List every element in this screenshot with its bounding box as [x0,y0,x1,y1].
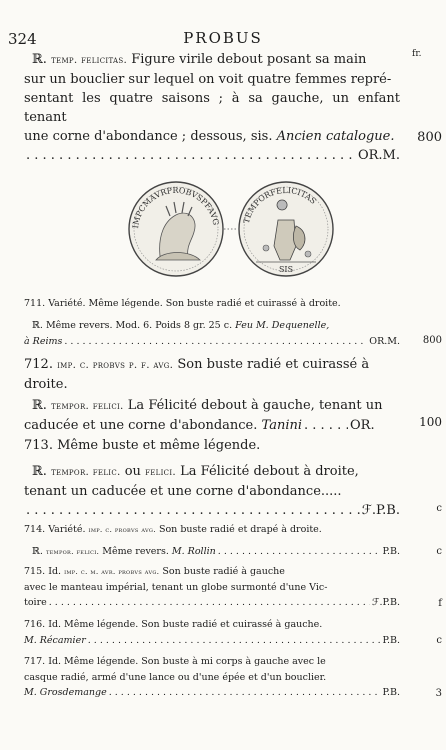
rarity-value: 3 [435,688,442,699]
description: avec le manteau impérial, tenant un globe surmonté d'une Vic- [24,581,328,593]
rarity-value: 800 [417,130,442,145]
description: Son buste radié et drapé à droite. [158,524,322,535]
entry-711-reverse [24,318,400,349]
legend: tempor. felici. [51,400,124,412]
description: casque radié, armé d'une lance ou d'une épée et d'un bouclier. [24,671,327,683]
coin-illustration [120,176,340,282]
legend-variant: felici. [145,466,176,478]
entry-713-reverse [24,462,400,520]
reference: Tanini [261,418,303,433]
description: tenant un caducée et une corne d'abondance..... [24,484,342,499]
legend: imp. c. probvs p. f. avg. [57,359,174,371]
reference-place: à Reims [24,335,63,347]
legend: tempor. felic. [51,466,121,478]
entry-714 [24,522,400,538]
description: La Félicité debout à gauche, tenant un [127,398,383,413]
source: ℱ.P.B. [372,597,400,608]
entry-714-reverse [24,544,400,560]
entry-number: 713. [24,438,53,453]
page-title: PROBUS [183,29,263,47]
entry-716 [24,617,400,648]
legend: imp. c. probvs avg. [88,525,156,534]
entry-712-reverse [24,396,400,435]
line: Figure virile debout posant sa main [131,52,367,67]
siglum: ℝ. [32,52,47,67]
siglum: ℝ. [32,464,47,479]
line: sur un bouclier sur lequel on voit quatre femmes repré- [24,72,392,87]
entry-number: 714. [24,524,46,535]
rarity-value: 100 [419,415,442,429]
rarity-value: c [436,635,442,646]
siglum: ℝ. [32,546,43,557]
description: Son buste radié à gauche [162,566,285,577]
description: caducée et une corne d'abondance. [24,418,258,433]
entry-temp-felicitas [24,50,400,165]
description: droite. [24,377,68,392]
source: OR.M. [357,148,400,163]
description: Id. [48,566,62,577]
description: Variété. Même légende. Son buste radié et cuirassé à droite. [48,298,341,309]
conjunction: ou [124,464,141,479]
entry-number: 716. [24,619,46,630]
line: une corne d'abondance ; dessous, sis. [24,129,273,144]
source: OR. [350,418,375,433]
legend: imp. c. m. avr. probvs avg. [64,567,160,576]
reference: Feu M. Dequenelle, [235,320,330,331]
description: Même revers. Mod. 6. Poids 8 gr. 25 c. [45,320,233,331]
coin-obverse [129,182,223,276]
description: Même buste et même légende. [57,438,261,453]
currency-unit: fr. [412,49,422,59]
description: La Félicité debout à droite, [180,464,359,479]
entry-711 [24,296,400,312]
source: OR.M. [369,335,400,347]
coin-reverse [239,182,333,276]
description: Id. Même légende. Son buste radié et cuirassé à gauche. [48,619,323,630]
description: toire [24,597,47,608]
obverse-legend: IMPCMAVRPROBVSPFAVG [131,185,221,229]
rarity-value: 800 [422,335,442,346]
page-number: 324 [8,30,37,48]
line: sentant les quatre saisons ; à sa gauche, un enfant tenant [24,91,400,125]
description: Variété. [48,524,86,535]
legend: temp. felicitas. [51,54,128,66]
description: Même revers. [102,546,169,557]
entry-number: 712. [24,357,53,372]
reference: M. Rollin [171,546,216,557]
entry-712 [24,355,400,394]
source: P.B. [382,687,400,698]
legend: tempor. felici. [45,547,100,556]
entry-713 [24,436,400,455]
description: Son buste radié et cuirassé à [177,357,370,372]
rarity-value: c [436,546,442,557]
description: Id. Même légende. Son buste à mi corps à gauche avec le [48,656,326,667]
reference: M. Récamier [24,634,86,646]
entry-715 [24,564,400,611]
entry-number: 715. [24,566,46,577]
source: P.B. [382,546,400,557]
reverse-legend: TEMPORFELICITAS [241,185,318,225]
entry-717 [24,654,400,701]
reference: M. Grosdemange [24,687,107,698]
exergue: SIS [278,265,294,274]
entry-number: 711. [24,298,46,309]
source: P.B. [382,634,400,646]
source: ℱ.P.B. [361,503,400,518]
entry-number: 717. [24,656,46,667]
rarity-value: f [438,598,442,609]
rarity-value: c [436,503,442,514]
reference: Ancien catalogue. [276,129,395,144]
siglum: ℝ. [32,320,43,331]
siglum: ℝ. [32,398,47,413]
